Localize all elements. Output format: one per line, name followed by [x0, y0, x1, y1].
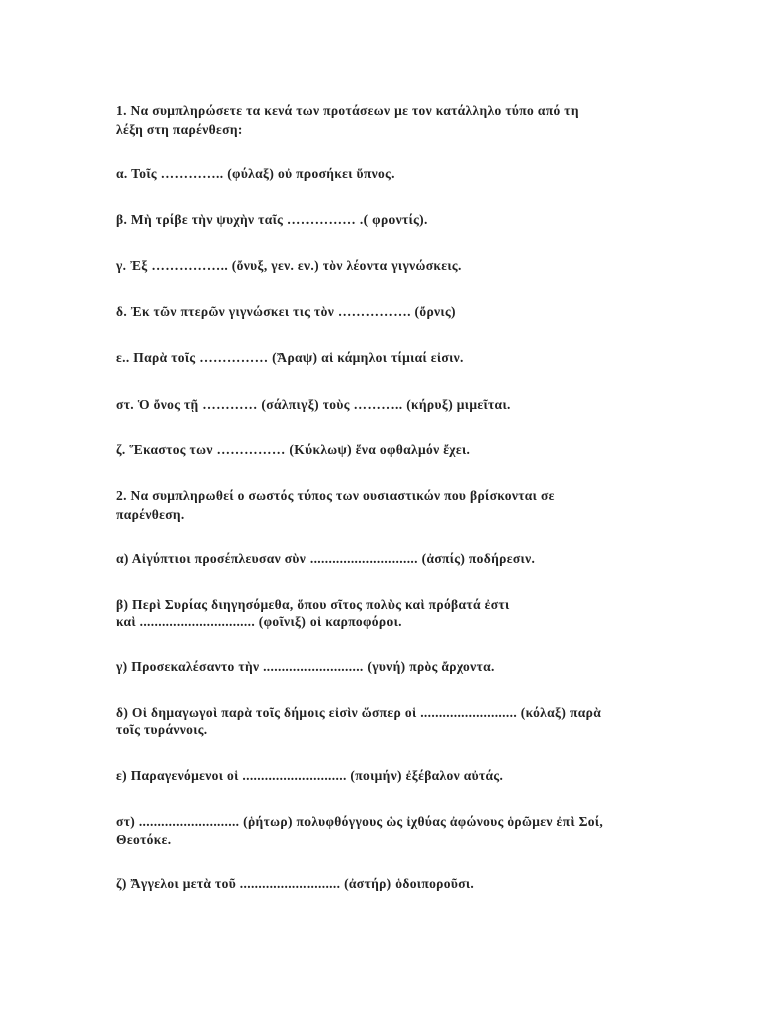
exercise-1-heading: 1. Να συμπληρώσετε τα κενά των προτάσεων με τον κατάλληλο τύπο από τη: [116, 103, 579, 118]
exercise-1-item-st: στ. Ὁ ὄνος τῇ ………… (σάλπιγξ) τοὺς ……….. (κήρυξ) μιμεῖται.: [116, 397, 511, 412]
exercise-2-item-d-cont: τοῖς τυράννοις.: [116, 722, 208, 737]
exercise-1-item-a: α. Τοῖς ………….. (φύλαξ) οὐ προσήκει ὕπνος.: [116, 166, 395, 181]
exercise-1-heading-cont: λέξη στη παρένθεση:: [116, 122, 243, 137]
exercise-2-item-a: α) Αἰγύπτιοι προσέπλευσαν σὺν ............................. (ἀσπίς) ποδήρεσιν.: [116, 551, 536, 566]
exercise-1-item-z: ζ. Ἕκαστος των …………… (Κύκλωψ) ἕνα οφθαλμόν ἔχει.: [116, 442, 471, 457]
exercise-2-heading: 2. Να συμπληρωθεί ο σωστός τύπος των ουσιαστικών που βρίσκονται σε: [116, 488, 555, 503]
exercise-1-item-c: γ. Ἐξ …………….. (ὄνυξ, γεν. εν.) τὸν λέοντα γιγνώσκεις.: [116, 258, 462, 273]
exercise-2-item-b-cont: καὶ ............................... (φοῖνιξ) οἱ καρποφόροι.: [116, 614, 402, 629]
exercise-2-item-c: γ) Προσεκαλέσαντο τὴν ........................... (γυνή) πρὸς ἄρχοντα.: [116, 659, 495, 674]
exercise-2-item-e: ε) Παραγενόμενοι οἱ ............................ (ποιμήν) ἐξέβαλον αὐτάς.: [116, 768, 504, 783]
exercise-2-heading-cont: παρένθεση.: [116, 507, 185, 522]
exercise-1-item-e: ε.. Παρὰ τοῖς …………… (Ἄραψ) αἱ κάμηλοι τίμιαί εἰσιν.: [116, 350, 464, 365]
exercise-2-item-d: δ) Οἱ δημαγωγοὶ παρὰ τοῖς δήμοις εἰσὶν ὥσπερ οἱ .......................... (κόλαξ) παρὰ: [116, 705, 602, 720]
exercise-2-item-st-cont: Θεοτόκε.: [116, 832, 172, 847]
exercise-2-item-z: ζ) Ἄγγελοι μετὰ τοῦ ........................... (ἀστήρ) ὁδοιποροῦσι.: [116, 876, 475, 891]
exercise-1-item-d: δ. Ἐκ τῶν πτερῶν γιγνώσκει τις τὸν ……………. (ὄρνις): [116, 304, 456, 319]
exercise-2-item-b: β) Περὶ Συρίας διηγησόμεθα, ὅπου σῖτος πολὺς καὶ πρόβατά ἐστι: [116, 597, 510, 612]
exercise-2-item-st: στ) ........................... (ῥήτωρ) πολυφθόγγους ὡς ἰχθύας ἀφώνους ὁρῶμεν ἐπὶ Σοί,: [116, 814, 604, 829]
exercise-1-item-b: β. Μὴ τρίβε τὴν ψυχὴν ταῖς …………… .( φροντίς).: [116, 212, 428, 227]
